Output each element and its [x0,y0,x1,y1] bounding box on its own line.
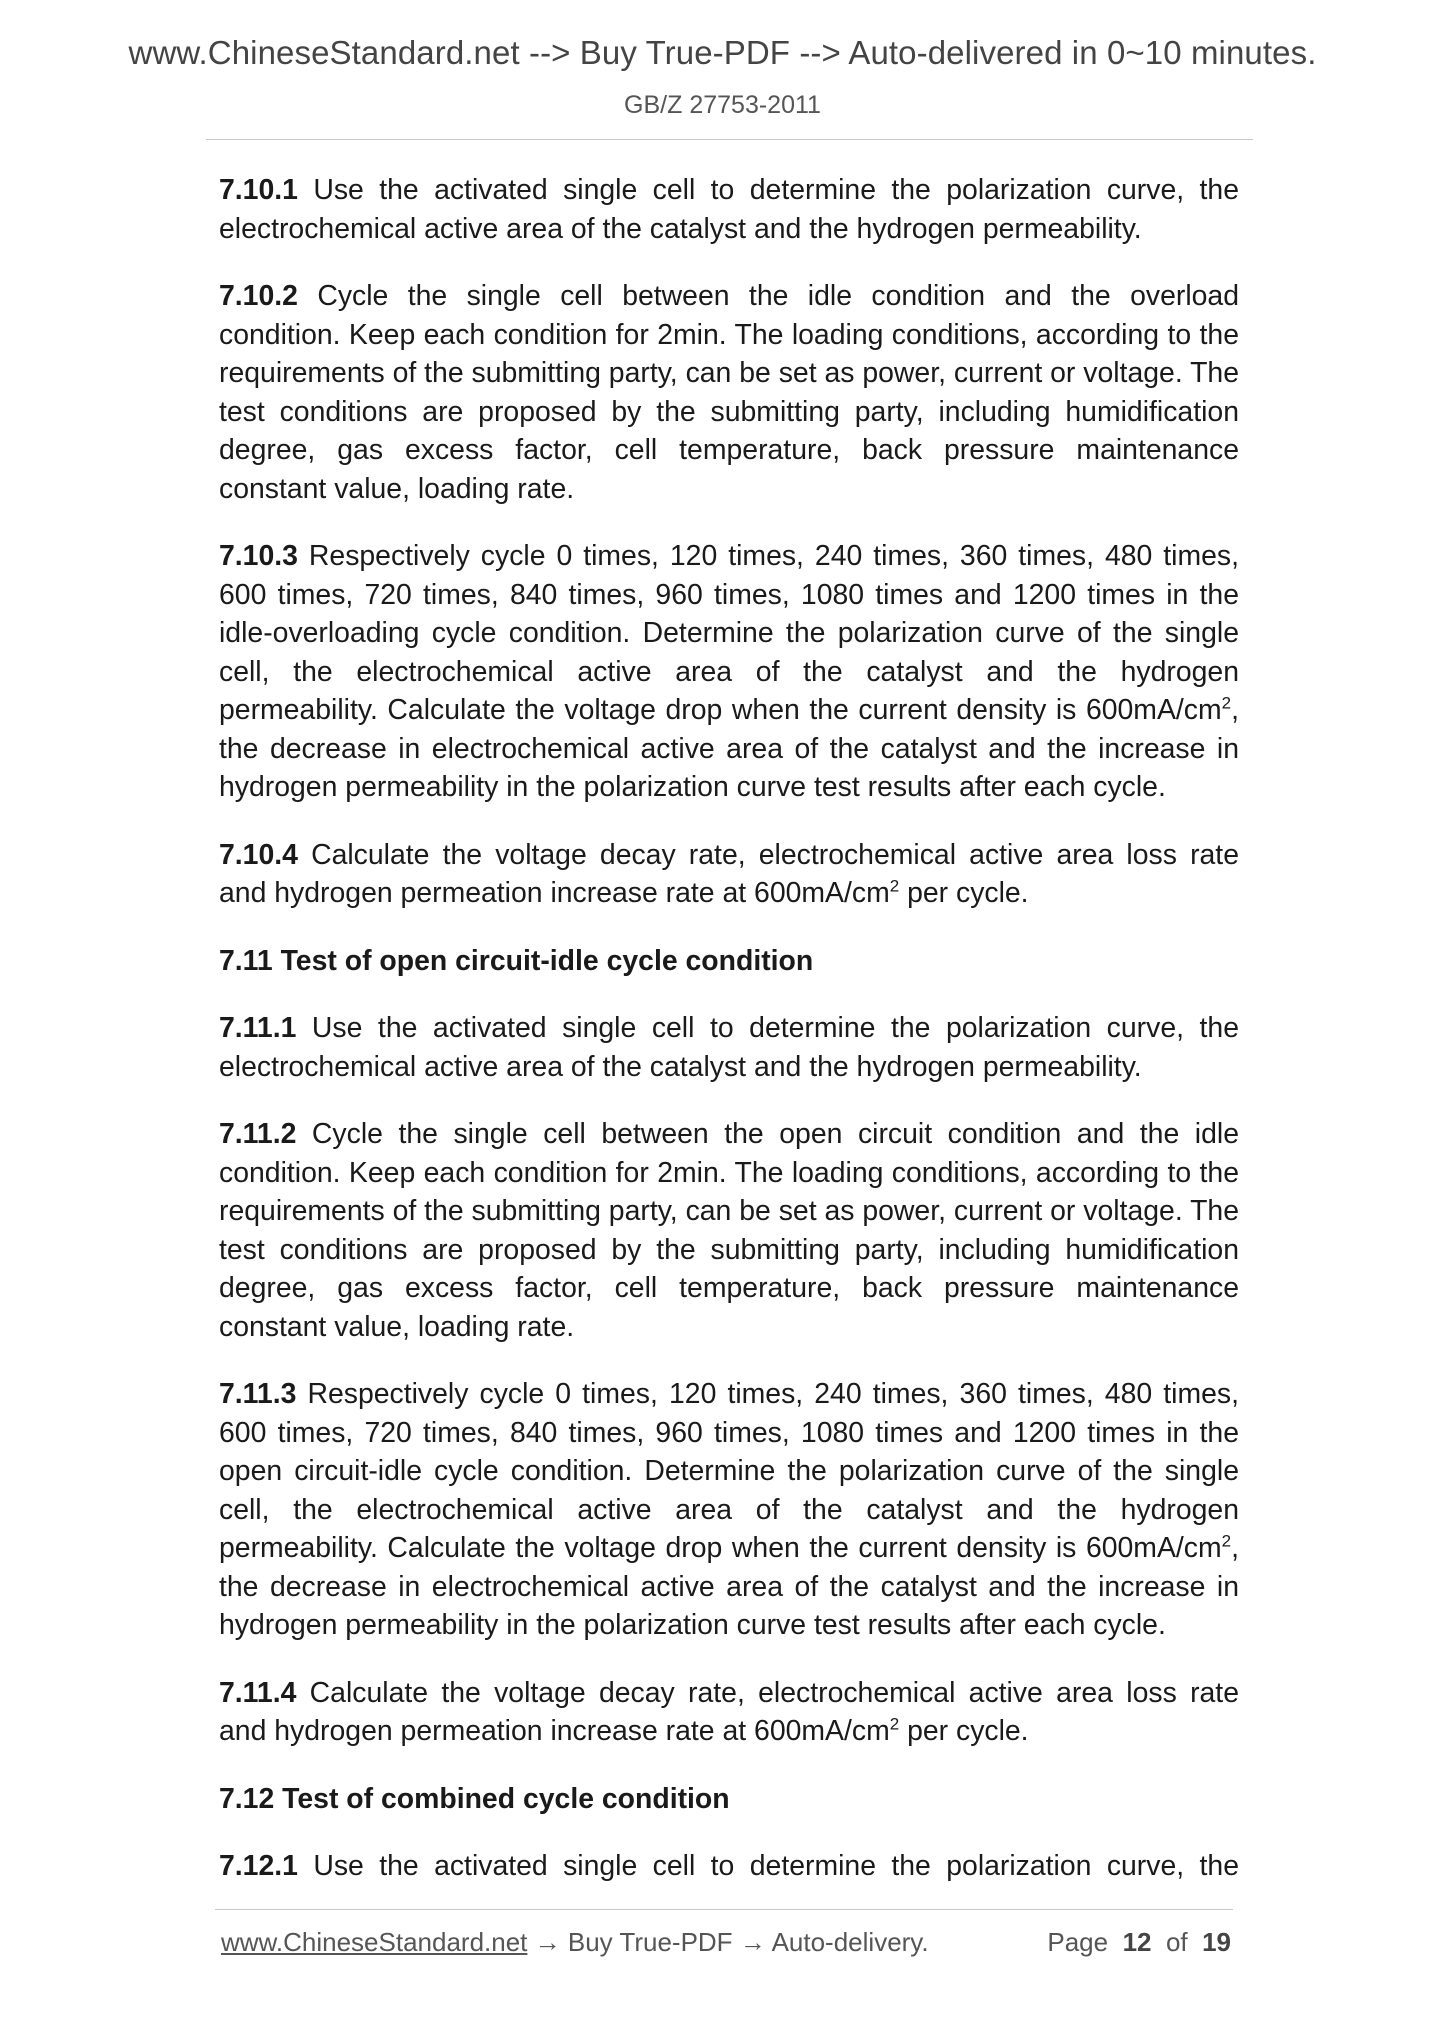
clause-text-continued: per cycle. [899,877,1029,909]
clause-text-continued: , the decrease in electrochemical active area of the catalyst and the increase in hydrogen permeability in the polarization curve test results after each cycle. [219,1532,1239,1641]
clause-number: 7.10.3 [219,540,298,572]
page-current: 12 [1122,1927,1152,1957]
document-code: GB/Z 27753-2011 [624,91,821,119]
clause-number: 7.11.2 [219,1118,297,1150]
clause-text: Respectively cycle 0 times, 120 times, 240 times, 360 times, 480 times, 600 times, 720 times, 840 times, 960 times, 1080 times and 1200 times in the open circuit-idle cycle condition. Determine the polarization curve of the single cell, the electrochemical active area of the catalyst and the hydrogen permeability. Calculate the voltage drop when the current density is 600mA/cm [219,1378,1239,1564]
clause-number: 7.11.3 [219,1378,297,1410]
clause-text: Cycle the single cell between the idle condition and the overload condition. Keep each condition for 2min. The loading conditions, according to the requirements of the submitting party, can be set as power, current or voltage. The test conditions are proposed by the submitting party, including humidification degree, gas excess factor, cell temperature, back pressure maintenance constant value, loading rate. [219,280,1239,505]
page-body [219,171,1239,1915]
clause-text: Cycle the single cell between the open circuit condition and the idle condition. Keep each condition for 2min. The loading conditions, according to the requirements of the submitting party, can be set as power, current or voltage. The test conditions are proposed by the submitting party, including humidification degree, gas excess factor, cell temperature, back pressure maintenance constant value, loading rate. [219,1118,1239,1343]
clause-text-continued: per cycle. [899,1715,1029,1747]
clause-text: Calculate the voltage decay rate, electrochemical active area loss rate and hydrogen permeation increase rate at 600mA/cm [219,1676,1239,1747]
clause-7-11-2 [219,1115,1239,1346]
clause-text: Calculate the voltage decay rate, electrochemical active area loss rate and hydrogen permeation increase rate at 600mA/cm [219,838,1239,909]
clause-7-10-1 [219,171,1239,248]
clause-number: 7.12.1 [219,1850,298,1882]
page-label: Page [1047,1927,1109,1957]
superscript: 2 [1221,1531,1232,1551]
superscript: 2 [889,876,900,896]
clause-number: 7.11.1 [219,1012,297,1044]
page-total: 19 [1202,1927,1231,1957]
superscript: 2 [889,1714,900,1734]
section-heading-7-11: 7.11 Test of open circuit-idle cycle condition [219,944,814,977]
clause-number: 7.10.1 [219,174,298,206]
clause-number: 7.10.2 [219,280,298,312]
clause-7-11-1 [219,1009,1239,1086]
clause-number: 7.11.4 [219,1676,297,1709]
section-heading-7-12: 7.12 Test of combined cycle condition [219,1782,730,1815]
clause-text: Respectively cycle 0 times, 120 times, 240 times, 360 times, 480 times, 600 times, 720 times, 840 times, 960 times, 1080 times and 1200 times in the idle-overloading cycle condition. Determine the polarization curve of the single cell, the electrochemical active area of the catalyst and the hydrogen permeability. Calculate the voltage drop when the current density is 600mA/cm [219,540,1239,726]
page-indicator [1047,1927,1231,1958]
footer-site-link[interactable]: www.ChineseStandard.net [221,1927,528,1957]
clause-7-10-2 [219,277,1239,508]
clause-7-10-4 [219,836,1239,913]
clause-7-12-1 [219,1847,1239,1886]
clause-7-11-3 [219,1375,1239,1645]
of-label: of [1165,1927,1188,1957]
clause-text: Use the activated single cell to determine the polarization curve, the [297,1850,1239,1882]
clause-text: Use the activated single cell to determine the polarization curve, the electrochemical active area of the catalyst and the hydrogen permeability. [219,174,1239,245]
footer-promo [221,1927,929,1958]
clause-7-10-3 [219,537,1239,807]
header-divider [206,139,1253,140]
clause-number: 7.10.4 [219,838,298,871]
clause-text: Use the activated single cell to determine the polarization curve, the electrochemical active area of the catalyst and the hydrogen permeability. [219,1012,1239,1083]
clause-text-continued: , the decrease in electrochemical active area of the catalyst and the increase in hydrogen permeability in the polarization curve test results after each cycle. [219,694,1239,803]
footer-promo-text: → Buy True-PDF → Auto-delivery. [527,1927,929,1957]
top-banner: www.ChineseStandard.net --> Buy True-PDF --> Auto-delivered in 0~10 minutes. [128,34,1317,71]
clause-7-11-4 [219,1674,1239,1751]
footer-divider [215,1909,1233,1910]
superscript: 2 [1221,693,1232,713]
